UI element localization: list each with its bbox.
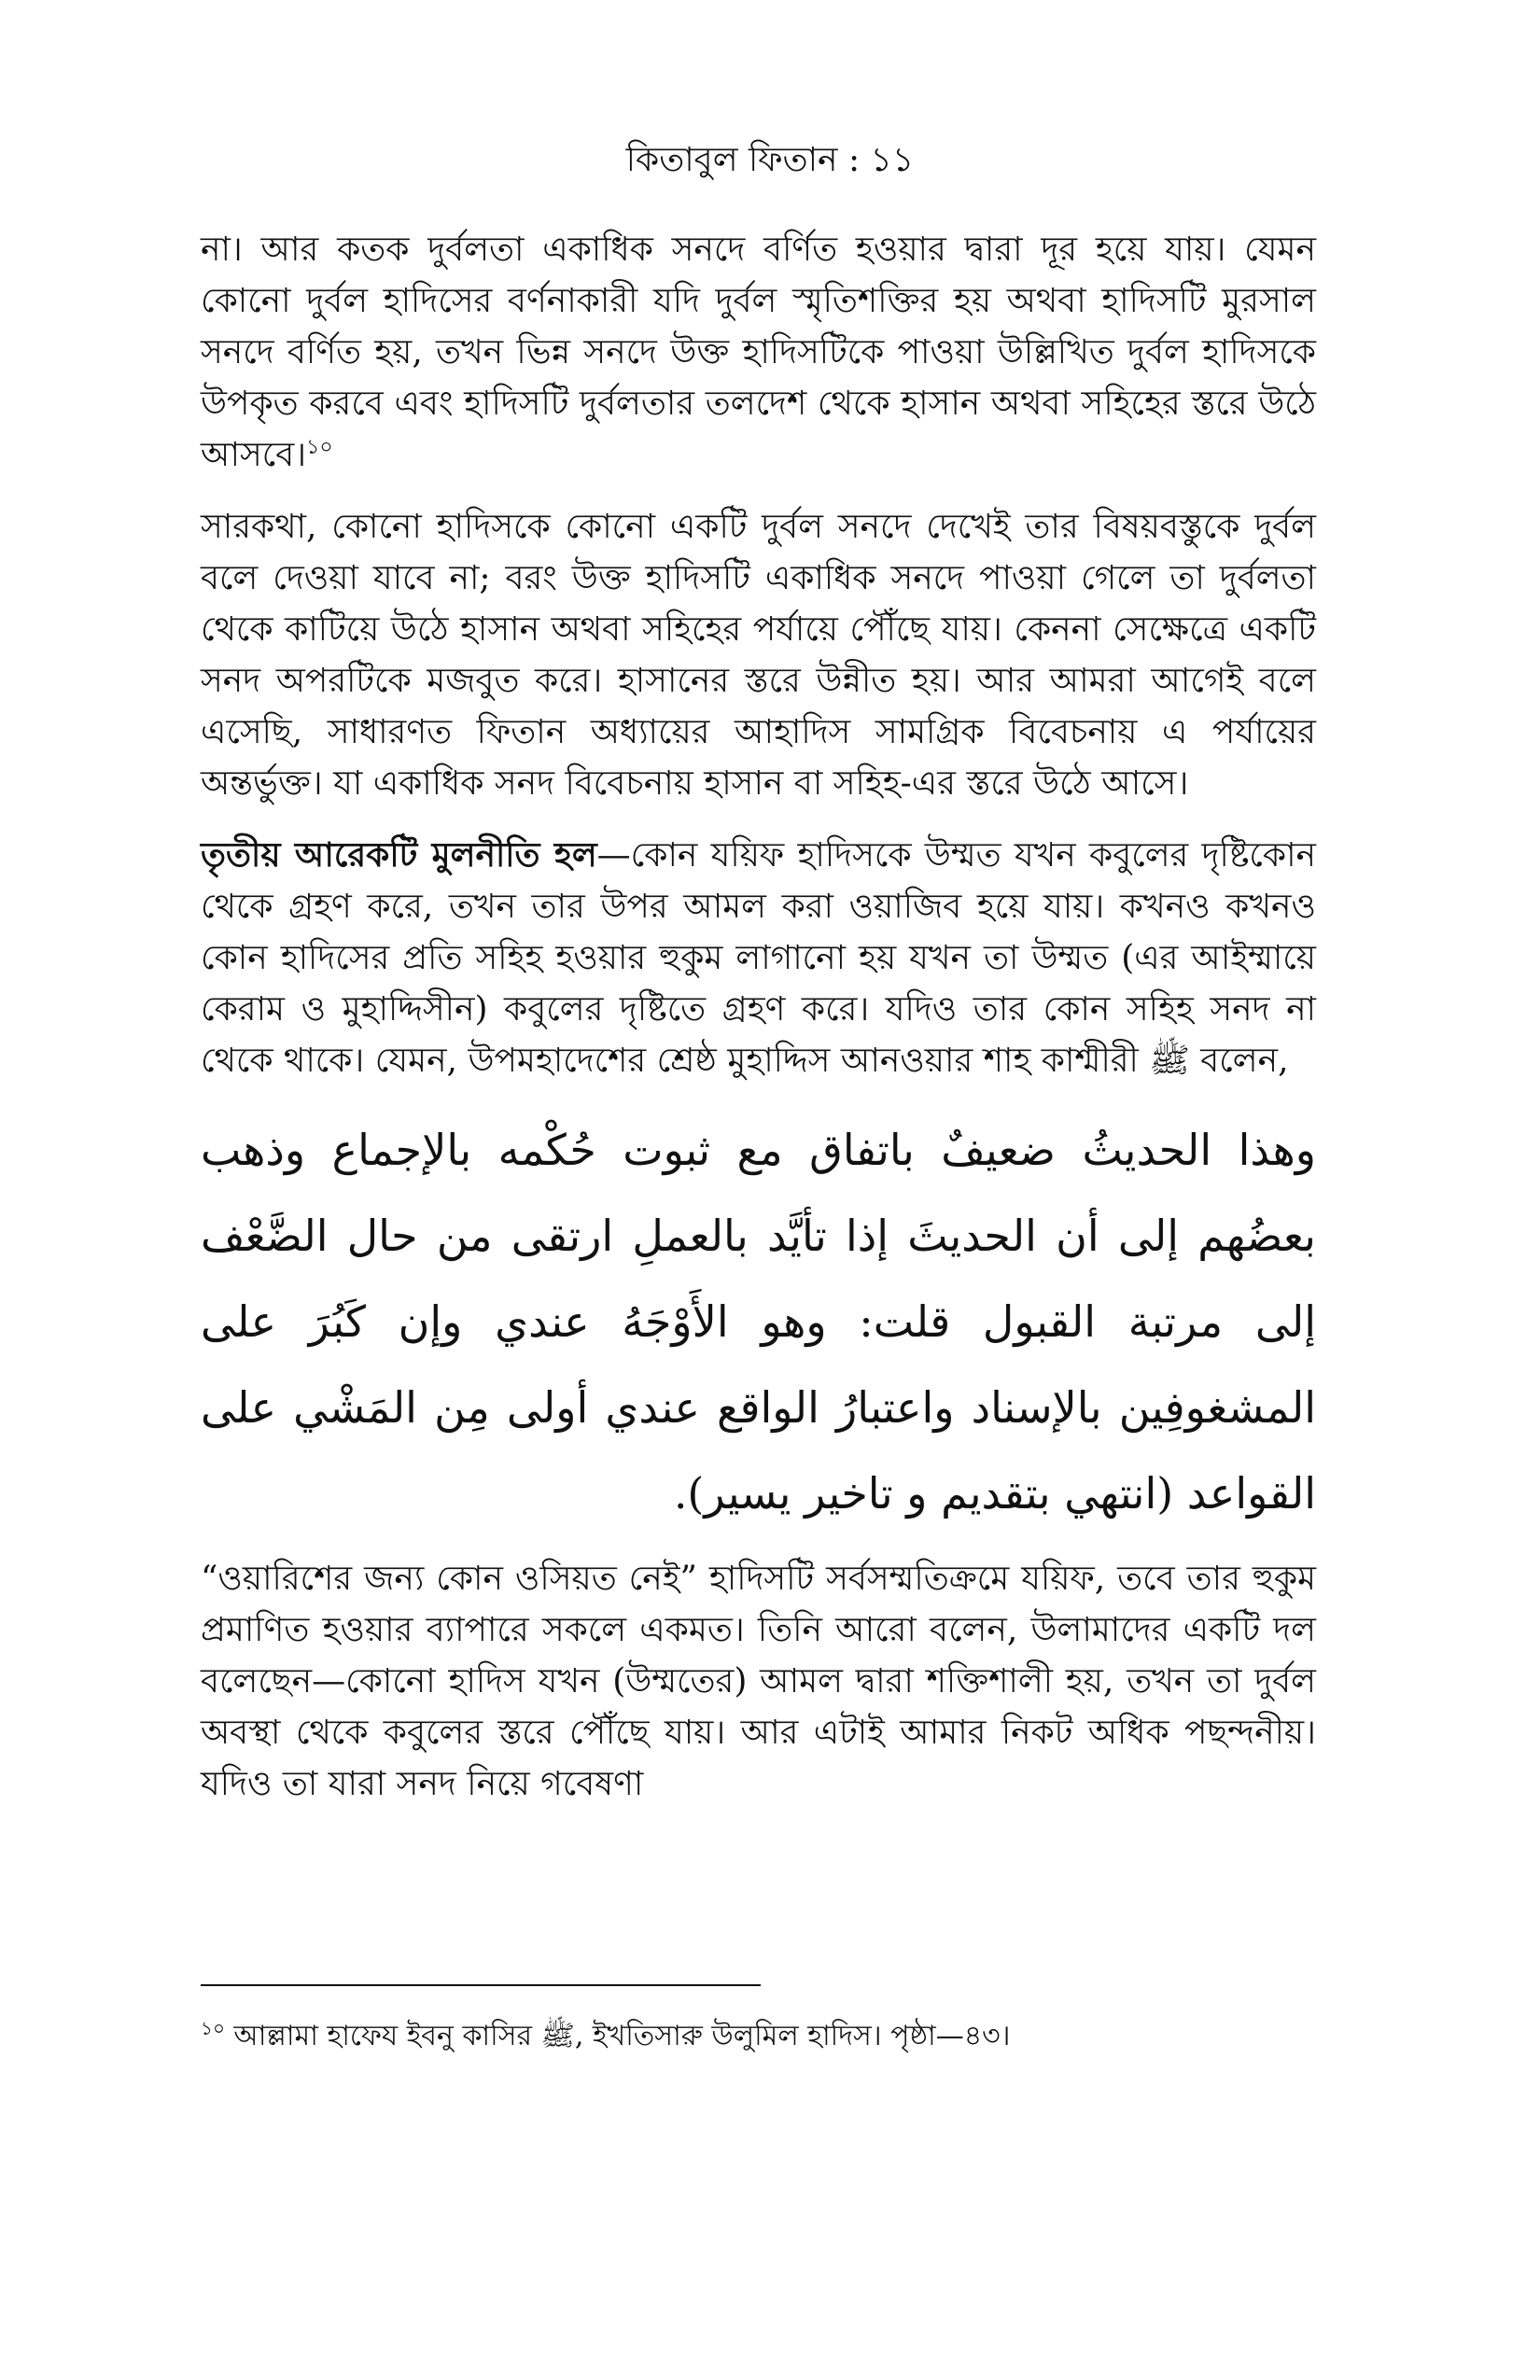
paragraph-2 (201, 501, 1316, 809)
paragraph-4-text: “ওয়ারিশের জন্য কোন ওসিয়ত নেই” হাদিসটি সর্বসম্মতিক্রমে যয়িফ, তবে তার হুকুম প্রমাণিত হওয়ার ব্যাপারে সকলে একমত। তিনি আরো বলেন, উলামাদের একটি দল বলেছেন—কোনো হাদিস যখন (উম্মতের) আমল দ্বারা শক্তিশালী হয়, তখন তা দুর্বল অবস্থা থেকে কবুলের স্তরে পৌঁছে যায়। আর এটাই আমার নিকট অধিক পছন্দনীয়। যদিও তা যারা সনদ নিয়ে গবেষণা (201, 1560, 1316, 1803)
paragraph-3 (201, 830, 1316, 1086)
footnote-text: আল্লামা হাফেয ইবনু কাসির ﷺ, ইখতিসারু উলুমিল হাদিস। পৃষ্ঠা—৪৩। (224, 2020, 1011, 2052)
paragraph-2-text: সারকথা, কোনো হাদিসকে কোনো একটি দুর্বল সনদে দেখেই তার বিষয়বস্তুকে দুর্বল বলে দেওয়া যাবে না; বরং উক্ত হাদিসটি একাধিক সনদে পাওয়া গেলে তা দুর্বলতা থেকে কাটিয়ে উঠে হাসান অথবা সহিহের পর্যায়ে পৌঁছে যায়। কেননা সেক্ষেত্রে একটি সনদ অপরটিকে মজবুত করে। হাসানের স্তরে উন্নীত হয়। আর আমরা আগেই বলে এসেছি, সাধারণত ফিতান অধ্যায়ের আহাদিস সামগ্রিক বিবেচনায় এ পর্যায়ের অন্তর্ভুক্ত। যা একাধিক সনদ বিবেচনায় হাসান বা সহিহ-এর স্তরে উঠে আসে। (201, 508, 1316, 803)
running-head: কিতাবুল ফিতান : ১১ (625, 141, 915, 179)
body-text (201, 224, 1316, 1830)
principle-heading: তৃতীয় আরেকটি মুলনীতি হল (201, 835, 597, 875)
footnote-number: ১০ (201, 2017, 225, 2039)
paragraph-1-text: না। আর কতক দুর্বলতা একাধিক সনদে বর্ণিত হওয়ার দ্বারা দূর হয়ে যায়। যেমন কোনো দুর্বল হাদিসের বর্ণনাকারী যদি দুর্বল স্মৃতিশক্তির হয় অথবা হাদিসটি মুরসাল সনদে বর্ণিত হয়, তখন ভিন্ন সনদে উক্ত হাদিসটিকে পাওয়া উল্লিখিত দুর্বল হাদিসকে উপকৃত করবে এবং হাদিসটি দুর্বলতার তলদেশ থেকে হাসান অথবা সহিহের স্তরে উঠে আসবে। (201, 231, 1316, 474)
footnote-reference[interactable]: ১০ (306, 436, 333, 459)
arabic-quotation: وهذا الحديثُ ضعيفٌ باتفاق مع ثبوت حُكْمه بالإجماع وذهب بعضُهم إلى أن الحديثَ إذا تأيَّد بالعملِ ارتقى من حال الضَّعْف إلى مرتبة القبول قلت: وهو الأَوْجَهُ عندي وإن كَبُرَ على المشغوفِين بالإسناد واعتبارُ الواقع عندي أولى مِن المَشْي على القواعد (انتهي بتقديم و تاخير يسير). (201, 1125, 1316, 1519)
footnote-divider (201, 1984, 761, 1986)
paragraph-1 (201, 224, 1316, 481)
paragraph-3-text: —কোন যয়িফ হাদিসকে উম্মত যখন কবুলের দৃষ্টিকোন থেকে গ্রহণ করে, তখন তার উপর আমল করা ওয়াজিব হয়ে যায়। কখনও কখনও কোন হাদিসের প্রতি সহিহ হওয়ার হুকুম লাগানো হয় যখন তা উম্মত (এর আইম্মায়ে কেরাম ও মুহাদ্দিসীন) কবুলের দৃষ্টিতে গ্রহণ করে। যদিও তার কোন সহিহ সনদ না থেকে থাকে। যেমন, উপমহাদেশের শ্রেষ্ঠ মুহাদ্দিস আনওয়ার শাহ কাশ্মীরী ﷺ বলেন, (201, 836, 1316, 1080)
paragraph-4 (201, 1553, 1316, 1810)
footnote (201, 2016, 1316, 2057)
